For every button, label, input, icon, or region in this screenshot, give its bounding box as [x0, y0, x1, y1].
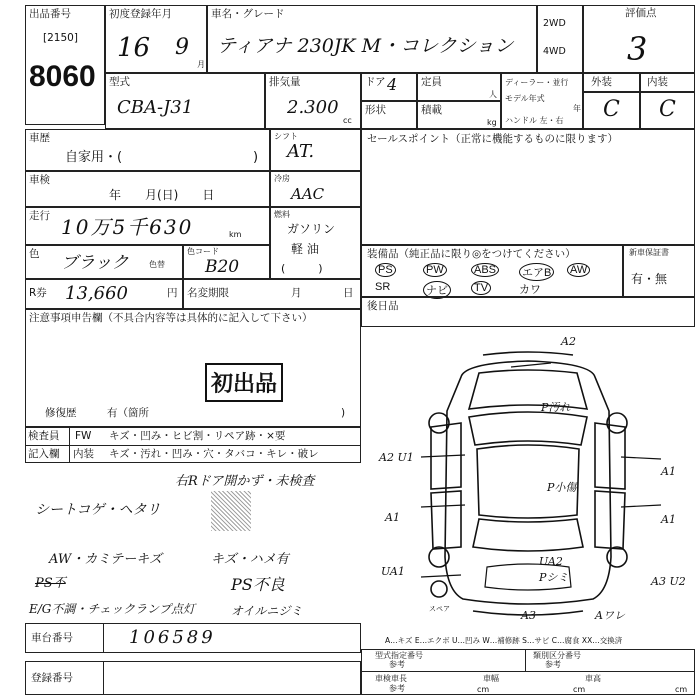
remark-2: シートコゲ・ヘタリ [35, 502, 161, 518]
history-value: 自家用・( [65, 150, 123, 165]
month-unit: 月 [197, 60, 205, 69]
color-code-label: 色コード [187, 247, 219, 256]
mark-p-shimi: Pシミ [539, 571, 569, 584]
scribble [211, 491, 251, 531]
sales-box [361, 129, 695, 245]
later-box [361, 297, 695, 327]
model-value: CBA-J31 [117, 97, 194, 118]
remark-6: PS不 [35, 576, 66, 591]
later-label: 後日品 [367, 300, 399, 312]
shape-label: 形状 [365, 104, 386, 116]
registration-label: 登録番号 [31, 672, 73, 684]
lot-sub: [2150] [43, 32, 78, 44]
equipment-item: AW [567, 263, 590, 277]
remark-4: キズ・ハメ有 [211, 552, 289, 567]
history-close: ) [253, 150, 259, 165]
mark-a2-u1: A2 U1 [379, 451, 414, 464]
notes-label: 注意事項申告欄（不具合内容等は具体的に記入して下さい） [29, 312, 313, 324]
load-label: 積載 [421, 104, 442, 116]
equipment-item: PS [375, 263, 396, 277]
car-name-label: 車名・グレード [211, 8, 285, 20]
cc-unit: cc [343, 116, 352, 125]
fuel-gas: ガソリン [287, 222, 336, 236]
first-reg-label: 初度登録年月 [109, 8, 172, 20]
row1-tags: FW [75, 430, 92, 442]
mileage-value: 10万5千630 [61, 215, 194, 239]
model-cert-label: 型式指定番号 [375, 651, 423, 660]
registration-box [25, 661, 361, 695]
mark-a1-left: A1 [385, 511, 400, 524]
cm-unit-1: cm [477, 685, 490, 694]
door-label: ドア [365, 76, 386, 88]
legend: A…キズ E…エクボ U…凹み W…補修跡 S…サビ C…腐食 XX…交換済 [385, 636, 623, 645]
remark-3: AW・カミテーキズ [49, 552, 162, 567]
history-box [25, 129, 270, 171]
car-name-value: ティアナ 230JK M・コレクション [217, 35, 514, 57]
model-year-label: モデル年式 [505, 94, 545, 103]
color-code-value: B20 [205, 257, 240, 277]
row2-text: キズ・汚れ・凹み・穴・タバコ・キレ・破レ [109, 448, 319, 460]
repair-label: 修復歴 [45, 407, 77, 419]
equipment-row-2 [375, 281, 615, 297]
row2-tags: 内装 [73, 448, 94, 460]
cm-unit-3: cm [675, 685, 688, 694]
km-unit: km [229, 230, 242, 239]
warranty-value: 有・無 [631, 272, 668, 286]
entry-label: 記入欄 [28, 448, 60, 460]
equipment-row-1 [375, 263, 615, 279]
mark-a1-right: A1 [661, 513, 676, 526]
grade-label: 評価点 [625, 7, 657, 19]
day-unit: 日 [343, 287, 354, 299]
recycle-value: 13,660 [65, 283, 128, 304]
inspection-value: 年 月(日) 日 [109, 188, 215, 202]
equipment-label: 装備品（純正品に限り◎をつけてください） [367, 248, 576, 260]
color-label: 色 [29, 248, 40, 260]
remark-1: 右Rドア開かず・未検査 [175, 474, 315, 489]
row1-text: キズ・凹み・ヒビ割・リペア跡・×要 [109, 430, 286, 442]
ref-label-1: 参考 [389, 660, 405, 669]
mark-a1-right-top: A1 [661, 465, 676, 478]
repair-value: 有（箇所 [107, 407, 149, 419]
fuel-label: 燃料 [274, 210, 290, 219]
ref-label-2: 参考 [545, 660, 561, 669]
repair-close: ) [341, 407, 346, 419]
grade-value: 3 [627, 30, 648, 68]
month-value: 9 [175, 35, 189, 60]
equipment-item: SR [375, 281, 391, 293]
displacement-label: 排気量 [269, 76, 301, 88]
fuel-diesel: 軽 油 [291, 242, 319, 256]
inspection-label: 車検 [29, 174, 50, 186]
lot-label: 出品番号 [29, 8, 71, 20]
mark-p-stain: P汚れ [541, 401, 571, 414]
ac-label: 冷房 [274, 174, 290, 183]
color-value: ブラック [61, 253, 129, 273]
interior-value: C [659, 97, 676, 122]
color-no-label: 色替 [149, 260, 165, 269]
auction-sheet [25, 5, 695, 695]
kg-unit: kg [487, 118, 497, 127]
spare-label: スペア [429, 605, 450, 613]
height-label: 車高 [585, 674, 601, 683]
model-label: 型式 [109, 76, 130, 88]
ac-value: AAC [291, 185, 325, 203]
inspector-label: 検査員 [28, 430, 60, 442]
mileage-label: 走行 [29, 210, 50, 222]
shift-value: AT. [287, 141, 315, 162]
shift-label: シフト [274, 132, 298, 141]
mark-a3-u2: A3 U2 [651, 575, 686, 588]
drive-2wd: 2WD [543, 18, 566, 29]
warranty-label: 新車保証書 [629, 248, 669, 257]
equipment-item: エアB [519, 263, 554, 281]
equipment-item: ナビ [423, 281, 451, 299]
mark-ua1: UA1 [381, 565, 405, 578]
lot-number: 8060 [29, 60, 96, 93]
displacement-value: 2.300 [287, 97, 339, 118]
yen-unit: 円 [167, 287, 178, 299]
dealer-label: ディーラー・並行 [505, 78, 569, 87]
sales-label: セールスポイント（正常に機能するものに限ります） [367, 133, 619, 145]
capacity-label: 定員 [421, 76, 442, 88]
year-value: 16 [117, 33, 151, 63]
capacity-unit: 人 [489, 90, 497, 99]
cm-unit-2: cm [573, 685, 586, 694]
door-value: 4 [387, 75, 398, 94]
equipment-item: TV [471, 281, 491, 295]
remark-5: PS不良 [231, 575, 285, 594]
exterior-value: C [603, 97, 620, 122]
vehicle-no-value: 106589 [129, 627, 216, 648]
remark-8: オイルニジミ [231, 604, 303, 618]
history-label: 車歴 [29, 132, 50, 144]
vehicle-no-label: 車台番号 [31, 632, 73, 644]
recycle-label: R券 [29, 287, 47, 299]
drive-4wd: 4WD [543, 46, 566, 57]
year-unit: 年 [573, 104, 581, 113]
car-diagram [361, 327, 695, 627]
mark-a-crack: Aワレ [595, 609, 625, 622]
axle-label: 車検車長 [375, 674, 407, 683]
fuel-paren: ( ) [281, 262, 323, 275]
drive-box [537, 5, 583, 73]
equipment-item: カワ [519, 284, 541, 296]
equipment-item: PW [423, 263, 447, 277]
mark-a3: A3 [521, 609, 536, 622]
mark-p-scratch: P小傷 [547, 481, 577, 494]
mark-ua2: UA2 [539, 555, 563, 568]
handle-label: ハンドル 左・右 [505, 116, 564, 125]
class-label: 類別区分番号 [533, 651, 581, 660]
mark-a2-top: A2 [561, 335, 576, 348]
month-unit-2: 月 [291, 287, 302, 299]
name-change-label: 名変期限 [187, 287, 229, 299]
remark-7: E/G不調・チェックランプ点灯 [29, 602, 196, 616]
interior-label: 内装 [647, 76, 668, 88]
width-label: 車幅 [483, 674, 499, 683]
exterior-label: 外装 [591, 76, 612, 88]
ref-label-3: 参考 [389, 684, 405, 693]
equipment-item: ABS [471, 263, 499, 277]
first-listing-stamp: 初出品 [205, 363, 283, 402]
